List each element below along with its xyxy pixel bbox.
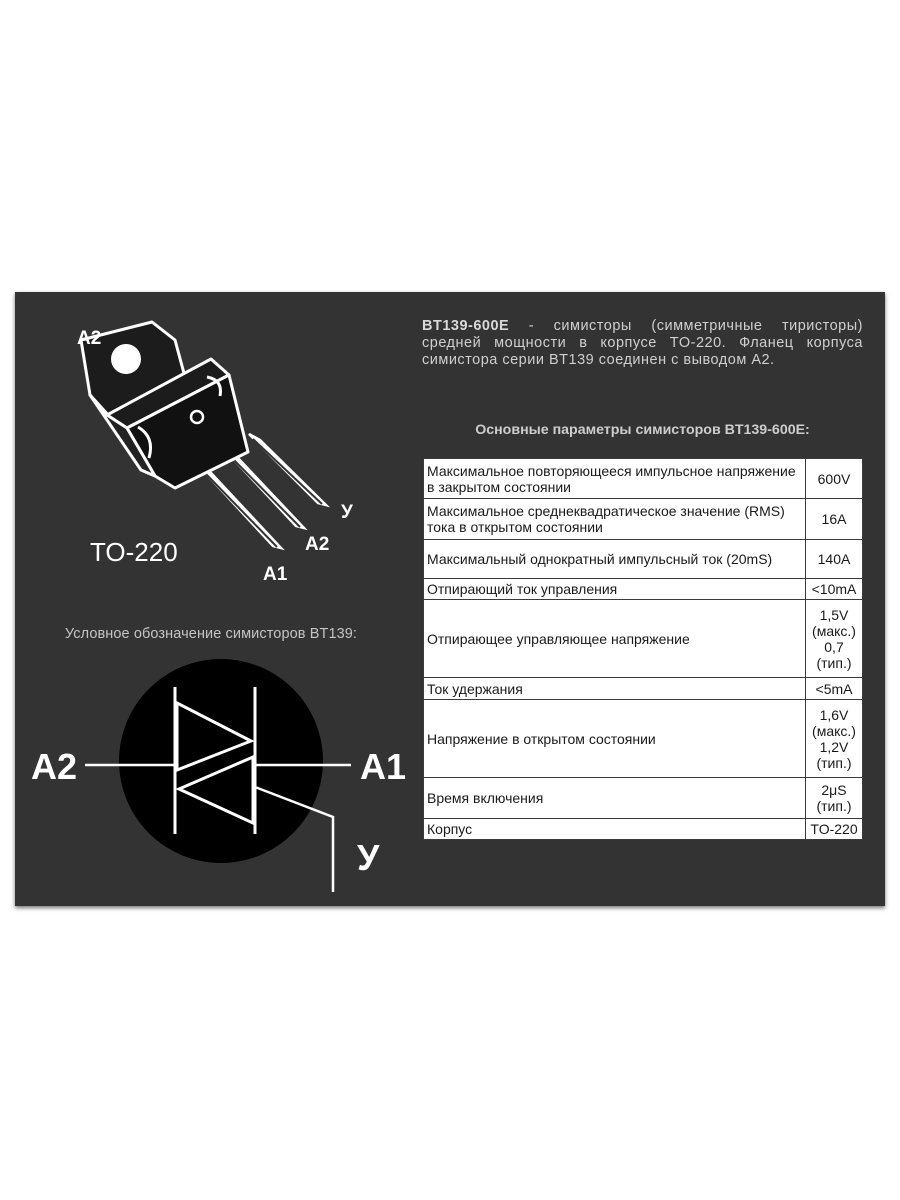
pkg-label-a2-top: A2 bbox=[77, 328, 102, 349]
params-title: Основные параметры симисторов BT139-600E: bbox=[475, 422, 810, 438]
param-name: Отпирающий ток управления bbox=[424, 579, 806, 600]
params-table bbox=[423, 458, 863, 840]
info-card bbox=[15, 292, 885, 906]
pkg-label-a1: A1 bbox=[263, 564, 288, 585]
symbol-caption: Условное обозначение симисторов BT139: bbox=[64, 626, 358, 642]
param-name: Корпус bbox=[424, 819, 806, 840]
body-marker-icon bbox=[191, 411, 203, 423]
param-name: Максимальное повторяющееся импульсное напряжение в закрытом состоянии bbox=[424, 459, 806, 499]
param-name: Напряжение в открытом состоянии bbox=[424, 700, 806, 778]
param-value: <10mA bbox=[806, 579, 863, 600]
intro-paragraph bbox=[422, 318, 863, 369]
table-row bbox=[424, 700, 863, 778]
lead-gate bbox=[249, 434, 326, 505]
table-row bbox=[424, 678, 863, 700]
table-row bbox=[424, 540, 863, 579]
package-body bbox=[81, 322, 248, 488]
pkg-label-a2: A2 bbox=[305, 534, 330, 555]
param-name: Отпирающее управляющее напряжение bbox=[424, 600, 806, 678]
table-row bbox=[424, 499, 863, 540]
param-value: 1,5V (макс.) 0,7 (тип.) bbox=[806, 600, 863, 678]
table-row bbox=[424, 579, 863, 600]
param-value: 140A bbox=[806, 540, 863, 579]
intro-part-number: BT139-600E bbox=[422, 318, 510, 334]
tab-hole-icon bbox=[111, 344, 141, 374]
symbol-label-a2: A2 bbox=[31, 746, 78, 787]
table-row bbox=[424, 778, 863, 819]
triac-symbol bbox=[15, 647, 415, 906]
to220-package-illustration bbox=[15, 292, 395, 592]
param-name: Ток удержания bbox=[424, 678, 806, 700]
pkg-label-gate: У bbox=[341, 502, 353, 523]
param-name: Максимальный однократный импульсный ток (20mS) bbox=[424, 540, 806, 579]
param-name: Максимальное среднеквадратическое значение (RMS) тока в открытом состоянии bbox=[424, 499, 806, 540]
intro-text: - симисторы (симметричные тиристоры) средней мощности в корпусе TO-220. Фланец корпуса симистора серии BT139 соединен с выводом A2. bbox=[422, 318, 863, 368]
param-value: 600V bbox=[806, 459, 863, 499]
param-value: <5mA bbox=[806, 678, 863, 700]
symbol-circle bbox=[119, 659, 323, 863]
table-row bbox=[424, 819, 863, 840]
param-name: Время включения bbox=[424, 778, 806, 819]
param-value: 2μS (тип.) bbox=[806, 778, 863, 819]
table-row bbox=[424, 600, 863, 678]
param-value: TO-220 bbox=[806, 819, 863, 840]
table-row bbox=[424, 459, 863, 499]
param-value: 16A bbox=[806, 499, 863, 540]
symbol-label-gate: У bbox=[357, 837, 380, 878]
package-name: TO-220 bbox=[90, 537, 178, 567]
param-value: 1,6V (макс.) 1,2V (тип.) bbox=[806, 700, 863, 778]
symbol-label-a1: A1 bbox=[360, 746, 407, 787]
